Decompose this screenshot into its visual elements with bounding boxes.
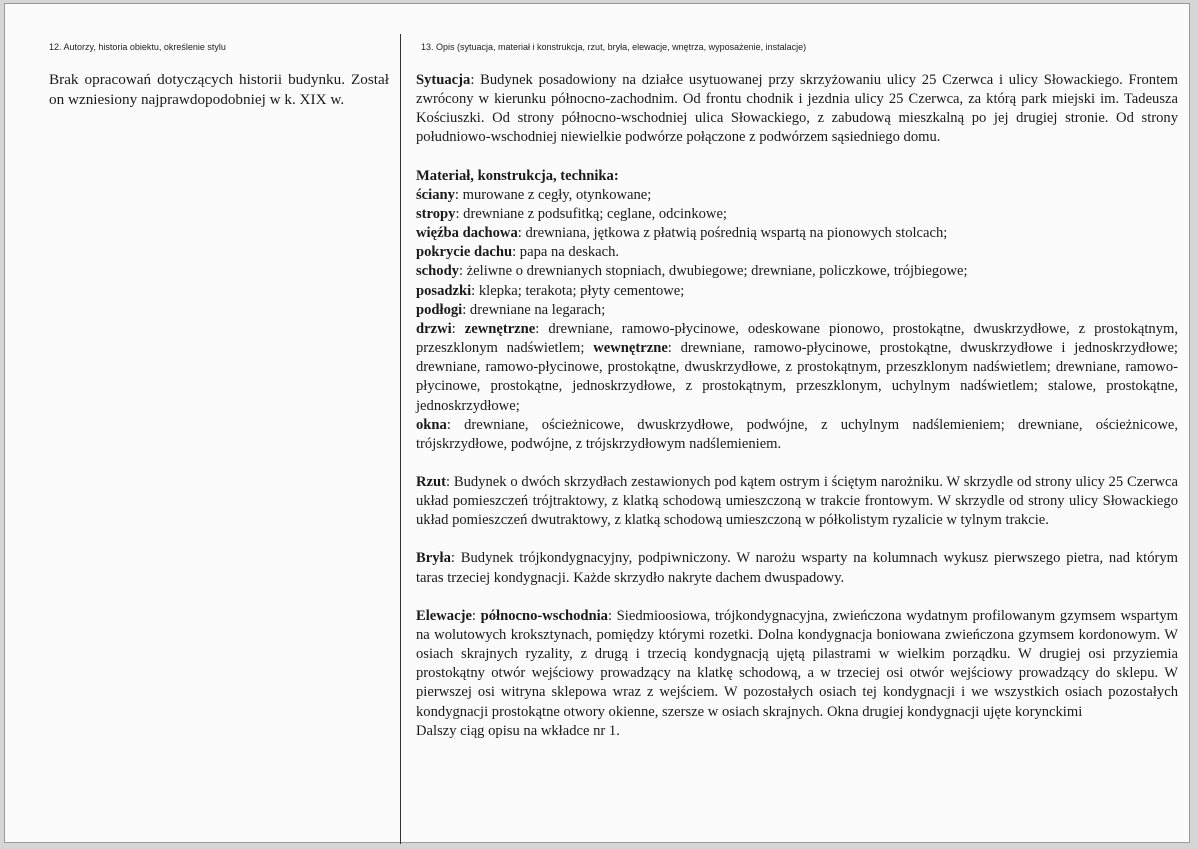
material-item-label: więźba dachowa xyxy=(416,225,518,242)
text-sytuacja: : Budynek posadowiony na działce usytuowanej przy skrzyżowaniu ulicy 25 Czerwca i ulicy Słowackiego. Frontem zwrócony w kierunku północno-zachodnim. Od frontu chodnik i jezdnia ulicy 25 Czerwca, za którą park miejski im. Tadeusza Kościuszki. Od strony północno-wschodniej ulica Słowackiego, z zabudową mieszkalną po jej drugiej stronie. Od strony południowo-wschodniej niewielkie podwórze połączone z podwórzem sąsiedniego domu. xyxy=(416,72,1178,146)
material-item-okna xyxy=(416,416,1178,454)
material-item-text: : klepka; terakota; płyty cementowe; xyxy=(471,282,685,299)
continued-note: Dalszy ciąg opisu na wkładce nr 1. xyxy=(416,722,620,739)
material-item xyxy=(416,186,1178,205)
material-item xyxy=(416,243,1178,262)
label-wewnetrzne: wewnętrzne xyxy=(593,340,668,357)
text-wewnetrzne: : drewniane, ramowo-płycinowe, prostokątne, dwuskrzydłowe i jednoskrzydłowe; drewniane, ramowo-płycinowe, prostokątne, dwuskrzydłowe, z prostokątnym, przeszklonym nadświetlem; drewniane, ramowo-płycinowe, prostokątne, jednoskrzydłowe, z prostokątnym, przeszklonym, uchylnym nadświetlem; stalowe, prostokątne, jednoskrzydłowe; xyxy=(416,340,1178,414)
column-divider xyxy=(400,34,401,844)
section-rzut xyxy=(416,473,1178,530)
separator: : xyxy=(451,320,465,337)
material-item xyxy=(416,224,1178,243)
label-bryla: Bryła xyxy=(416,550,451,567)
text-rzut: : Budynek o dwóch skrzydłach zestawionych pod kątem ostrym i ściętym narożniku. W skrzydle od strony ulicy 25 Czerwca układ pomieszczeń trójtraktowy, z klatką schodową umieszczoną w trakcie frontowym. W skrzydle od strony ulicy Słowackiego układ pomieszczeń dwutraktowy, z klatką schodową umieszczoną w półkolistym ryzalicie w tylnym trakcie. xyxy=(416,473,1178,529)
material-item-text: : drewniana, jętkowa z płatwią pośrednią wspartą na pionowych stolcach; xyxy=(517,225,948,242)
label-elewacja-pn-wsch: północno-wschodnia xyxy=(480,607,608,624)
material-item-label: posadzki xyxy=(416,282,472,299)
material-item-text: : drewniane na legarach; xyxy=(462,301,606,318)
document-sheet xyxy=(4,3,1190,843)
section-bryla xyxy=(416,549,1178,587)
header-authors-history: 12. Autorzy, historia obiektu, określenie stylu xyxy=(49,42,226,52)
text-okna: : drewniane, ościeżnicowe, dwuskrzydłowe, podwójne, z uchylnym nadślemieniem; drewniane, ościeżnicowe, trójskrzydłowe, podwójne, z trójskrzydłowym nadślemieniem. xyxy=(416,416,1178,452)
history-text: Brak opracowań dotyczących historii budynku. Został on wzniesiony najprawdopodobniej w k. XIX w. xyxy=(49,71,389,108)
heading-material: Materiał, konstrukcja, technika: xyxy=(416,167,619,184)
material-item xyxy=(416,262,1178,281)
text-bryla: : Budynek trójkondygnacyjny, podpiwniczony. W narożu wsparty na kolumnach wykusz pierwszego pietra, nad którym taras trzeciej kondygnacji. Każde skrzydło nakryte dachem dwuspadowy. xyxy=(416,550,1178,586)
label-elewacje: Elewacje xyxy=(416,607,472,624)
material-item-drzwi xyxy=(416,320,1178,416)
material-item xyxy=(416,282,1178,301)
material-item-label: schody xyxy=(416,263,459,280)
material-item xyxy=(416,301,1178,320)
section-elewacje xyxy=(416,607,1178,722)
material-item-label: podłogi xyxy=(416,301,463,318)
material-item-text: : papa na deskach. xyxy=(512,244,620,261)
section-material xyxy=(416,167,1178,186)
label-zewnetrzne: zewnętrzne xyxy=(464,320,536,337)
material-item-text: : drewniane z podsufitką; ceglane, odcinkowe; xyxy=(455,205,727,222)
material-item-text: : murowane z cegły, otynkowane; xyxy=(454,186,652,203)
material-item-label: ściany xyxy=(416,186,455,203)
separator: : xyxy=(471,607,481,624)
material-item xyxy=(416,205,1178,224)
description-column xyxy=(416,71,1178,741)
label-rzut: Rzut xyxy=(416,473,446,490)
text-elewacje: : Siedmioosiowa, trójkondygnacyjna, zwieńczona wydatnym profilowanym gzymsem wspartym na wolutowych kroksztynach, pomiędzy którymi rozetki. Dolna kondygnacja boniowana zwieńczona gzymsem kordonowym. W osiach skrajnych ryzality, z drugą i trzecią kondygnacją ujętą pilastrami w wielkim porządku. W drugiej osi przyziemia prostokątny otwór wejściowy prowadzący na klatkę schodową, a w trzeciej osi otwór wejściowy prowadzący do sklepu. W pierwszej osi witryna sklepowa wraz z wejściem. W pozostałych osiach tej kondygnacji i we wszystkich osiach pozostałych kondygnacji prostokątne otwory okienne, szersze w osiach skrajnych. Okna drugiej kondygnacji ujęte korynckimi xyxy=(416,607,1178,720)
section-sytuacja xyxy=(416,71,1178,148)
text-zewnetrzne: : drewniane, ramowo-płycinowe, odeskowane pionowo, prostokątne, dwuskrzydłowe, z prostokątnym, przeszklonym nadświetlem; xyxy=(416,320,1179,357)
label-drzwi: drzwi xyxy=(416,320,452,337)
label-okna: okna xyxy=(416,416,447,433)
header-description: 13. Opis (sytuacja, materiał i konstrukcja, rzut, bryła, elewacje, wnętrza, wyposażenie, instalacje) xyxy=(421,42,807,52)
material-item-label: pokrycie dachu xyxy=(416,244,513,261)
material-item-label: stropy xyxy=(416,205,456,222)
label-sytuacja: Sytuacja xyxy=(416,72,471,88)
material-item-text: : żeliwne o drewnianych stopniach, dwubiegowe; drewniane, policzkowe, trójbiegowe; xyxy=(458,263,968,280)
